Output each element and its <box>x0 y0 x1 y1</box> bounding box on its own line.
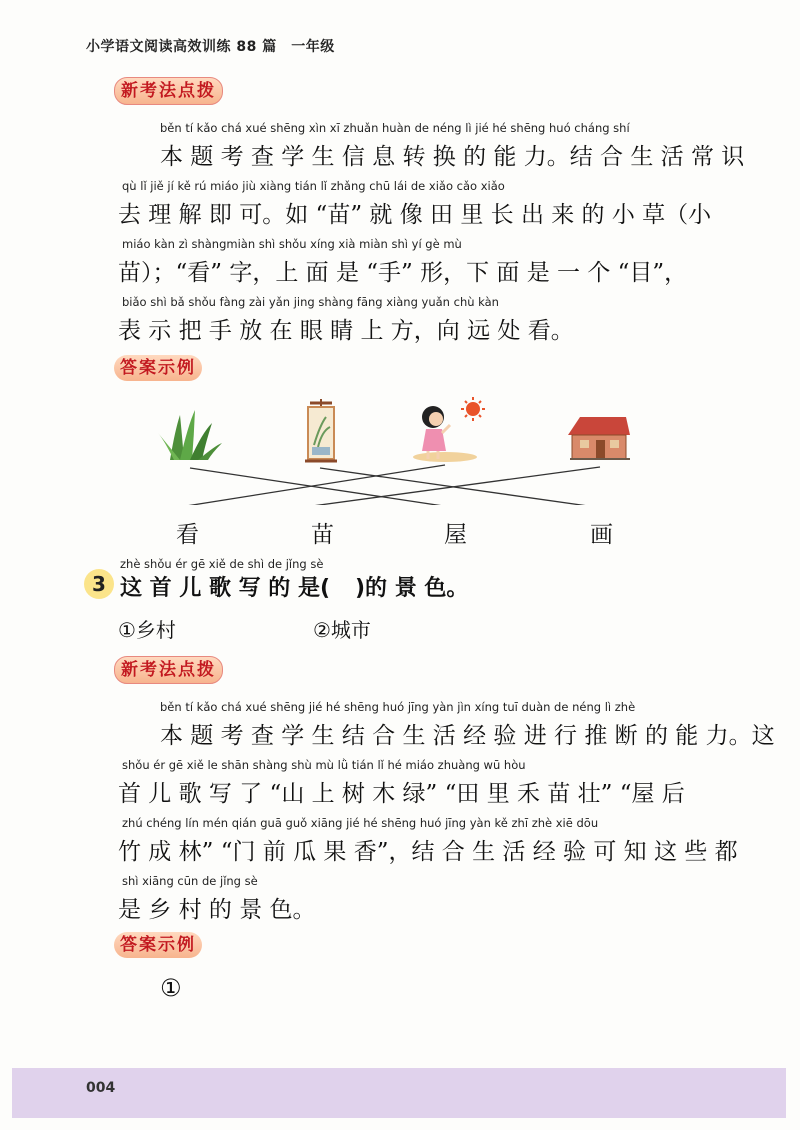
text-line: 本 题 考 查 学 生 信 息 转 换 的 能 力。结 合 生 活 常 识 <box>160 144 745 170</box>
pinyin-line: běn tí kǎo chá xué shēng jié hé shēng huó jīng yàn jìn xíng tuī duàn de néng lì zhè <box>160 700 636 714</box>
match-word: 屋 <box>444 522 467 548</box>
text-line: 去 理 解 即 可。如 “苗” 就 像 田 里 长 出 来 的 小 草（小 <box>118 202 712 228</box>
question-text-before: 这 首 儿 歌 写 的 是( <box>120 576 331 601</box>
option-rural[interactable]: ①乡村 <box>118 618 176 642</box>
pinyin-line: miáo kàn zì shàngmiàn shì shǒu xíng xià miàn shì yí gè mù <box>122 237 462 251</box>
sun-icon <box>461 397 485 421</box>
pinyin-line: shǒu ér gē xiě le shān shàng shù mù lǜ tián lǐ hé miáo zhuàng wū hòu <box>122 758 526 772</box>
grass-icon <box>158 410 222 460</box>
text-line: 苗）；“看” 字，上 面 是 “手” 形，下 面 是 一 个 “目”， <box>118 260 688 286</box>
pinyin-line: biǎo shì bǎ shǒu fàng zài yǎn jing shàng fāng xiàng yuǎn chù kàn <box>122 295 499 309</box>
text-line: 表 示 把 手 放 在 眼 睛 上 方，向 远 处 看。 <box>118 318 574 344</box>
pinyin-line: běn tí kǎo chá xué shēng xìn xī zhuǎn huàn de néng lì jié hé shēng huó cháng shí <box>160 121 630 135</box>
scroll-painting-icon <box>305 399 337 461</box>
text-line: 首 儿 歌 写 了 “山 上 树 木 绿” “田 里 禾 苗 壮” “屋 后 <box>118 781 685 807</box>
answer-value: ① <box>160 974 182 1002</box>
matching-illustration <box>150 395 650 505</box>
match-word: 看 <box>176 522 199 548</box>
question-pinyin: zhè shǒu ér gē xiě de shì de jǐng sè <box>120 557 324 571</box>
question-text-after: )的 景 色。 <box>355 576 469 601</box>
text-line: 本 题 考 查 学 生 结 合 生 活 经 验 进 行 推 断 的 能 力。这 <box>160 723 775 749</box>
answer-label-2: 答案示例 <box>114 932 202 958</box>
girl-looking-icon <box>413 406 477 462</box>
match-lines <box>180 465 600 505</box>
house-icon <box>568 417 630 459</box>
option-city[interactable]: ②城市 <box>313 618 371 642</box>
match-word: 苗 <box>311 522 334 548</box>
footer-band <box>12 1068 786 1118</box>
pinyin-line: zhú chéng lín mén qián guā guǒ xiāng jié hé shēng huó jīng yàn kě zhī zhè xiē dōu <box>122 816 599 830</box>
pinyin-line: shì xiāng cūn de jǐng sè <box>122 874 258 888</box>
page-number: 004 <box>86 1080 116 1096</box>
question-number: 3 <box>84 569 114 599</box>
book-header: 小学语文阅读高效训练 88 篇 一年级 <box>86 39 335 55</box>
text-line: 竹 成 林” “门 前 瓜 果 香”，结 合 生 活 经 验 可 知 这 些 都 <box>118 839 738 865</box>
answer-label-1: 答案示例 <box>114 355 202 381</box>
match-word: 画 <box>590 522 613 548</box>
tip-label-1: 新考法点拨 <box>114 77 223 105</box>
tip-label-2: 新考法点拨 <box>114 656 223 684</box>
text-line: 是 乡 村 的 景 色。 <box>118 897 316 923</box>
pinyin-line: qù lǐ jiě jí kě rú miáo jiù xiàng tián lǐ zhǎng chū lái de xiǎo cǎo xiǎo <box>122 179 505 193</box>
